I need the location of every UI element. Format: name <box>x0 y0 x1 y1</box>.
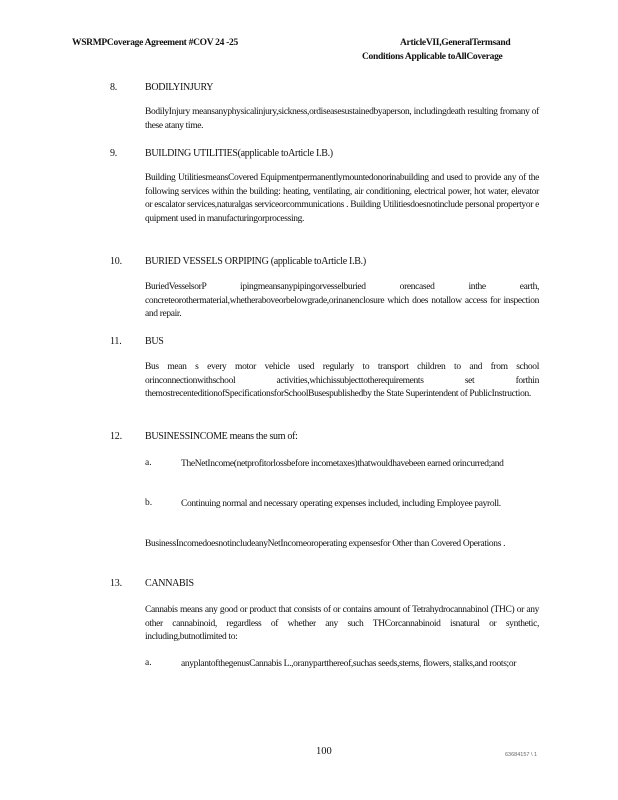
section-12-item-b-text: Continuing normal and necessary operating expenses included, including Employee payroll. <box>181 499 501 509</box>
section-13-item-a-text: anyplantofthegenusCannabis L.,oranypartthereof,suchas seeds,stems, flowers, stalks,and roots;or <box>181 659 517 669</box>
section-8-number: 8. <box>110 82 118 93</box>
section-10-number: 10. <box>110 256 122 267</box>
section-13-title: CANNABIS <box>145 578 194 589</box>
section-9-title: BUILDING UTILITIES(applicable toArticle I.B.) <box>145 148 333 159</box>
header-right-line2: Conditions Applicable toAllCoverage <box>362 52 503 62</box>
section-13-item-a-label: a. <box>145 658 152 668</box>
section-10-text: BuriedVesselsorP ipingmeansanypipingorvesselburied orencased inthe earth, concreteorothermaterial,whetheraboveorbelowgrade,orinanenclosure which does notallow access for inspection and repair. <box>145 282 539 320</box>
section-12-item-b-label: b. <box>145 498 153 508</box>
section-9-number: 9. <box>110 148 118 159</box>
section-13-text: Cannabis means any good or product that consists of or contains amount of Tetrahydrocannabinol (THC) or any other cannabinoid, regardless of whether any such THCorcannabinoid isnatural or synthetic, including,butnotlimited to: <box>145 605 539 643</box>
section-12-number: 12. <box>110 431 122 442</box>
header-right-line1: ArticleVII,GeneralTermsand <box>400 38 511 48</box>
section-10-title: BURIED VESSELS ORPIPING (applicable toArticle I.B.) <box>145 256 366 267</box>
section-12-text-after: BusinessIncomedoesnotincludeanyNetIncomeoroperating expensesfor Other than Covered Operations . <box>145 539 506 549</box>
section-12-item-a-text: TheNetIncome(netprofitorlossbefore incometaxes)thatwouldhavebeen earned orincurred;and <box>181 459 504 469</box>
section-8-title: BODILYINJURY <box>145 82 214 93</box>
document-code: 63684157 \ 1 <box>505 752 538 758</box>
section-11-title: BUS <box>145 336 164 347</box>
section-9-text: Building UtilitiesmeansCovered Equipmentpermanentlymountedonorinabuilding and used to provide any of the following services within the building: heating, ventilating, air conditioning, electrical power, hot water, elevator or escalator services,naturalgas serviceorcommunications . Building Utilitiesdoesnotinclude personal propertyor e quipment used in manufacturingorprocessing. <box>145 173 539 224</box>
header-left: WSRMPCoverage Agreement #COV 24 -25 <box>72 38 238 48</box>
section-11-text: Bus mean s every motor vehicle used regularly to transport children to and from school orinconnectionwithschool activities,whichissubjecttotherequirements set forthin themostrecenteditionofSpecificationsforSchoolBusespublishedby the State Superintendent of PublicInstruction. <box>145 362 539 400</box>
section-13-number: 13. <box>110 578 122 589</box>
section-12-item-a-label: a. <box>145 458 152 468</box>
page-number: 100 <box>316 746 332 757</box>
section-8-text: BodilyInjury meansanyphysicalinjury,sickness,ordiseasesustainedbyaperson, includingdeath resulting fromany of these atany time. <box>145 107 539 131</box>
section-12-title: BUSINESSINCOME means the sum of: <box>145 431 298 442</box>
section-11-number: 11. <box>110 336 122 347</box>
